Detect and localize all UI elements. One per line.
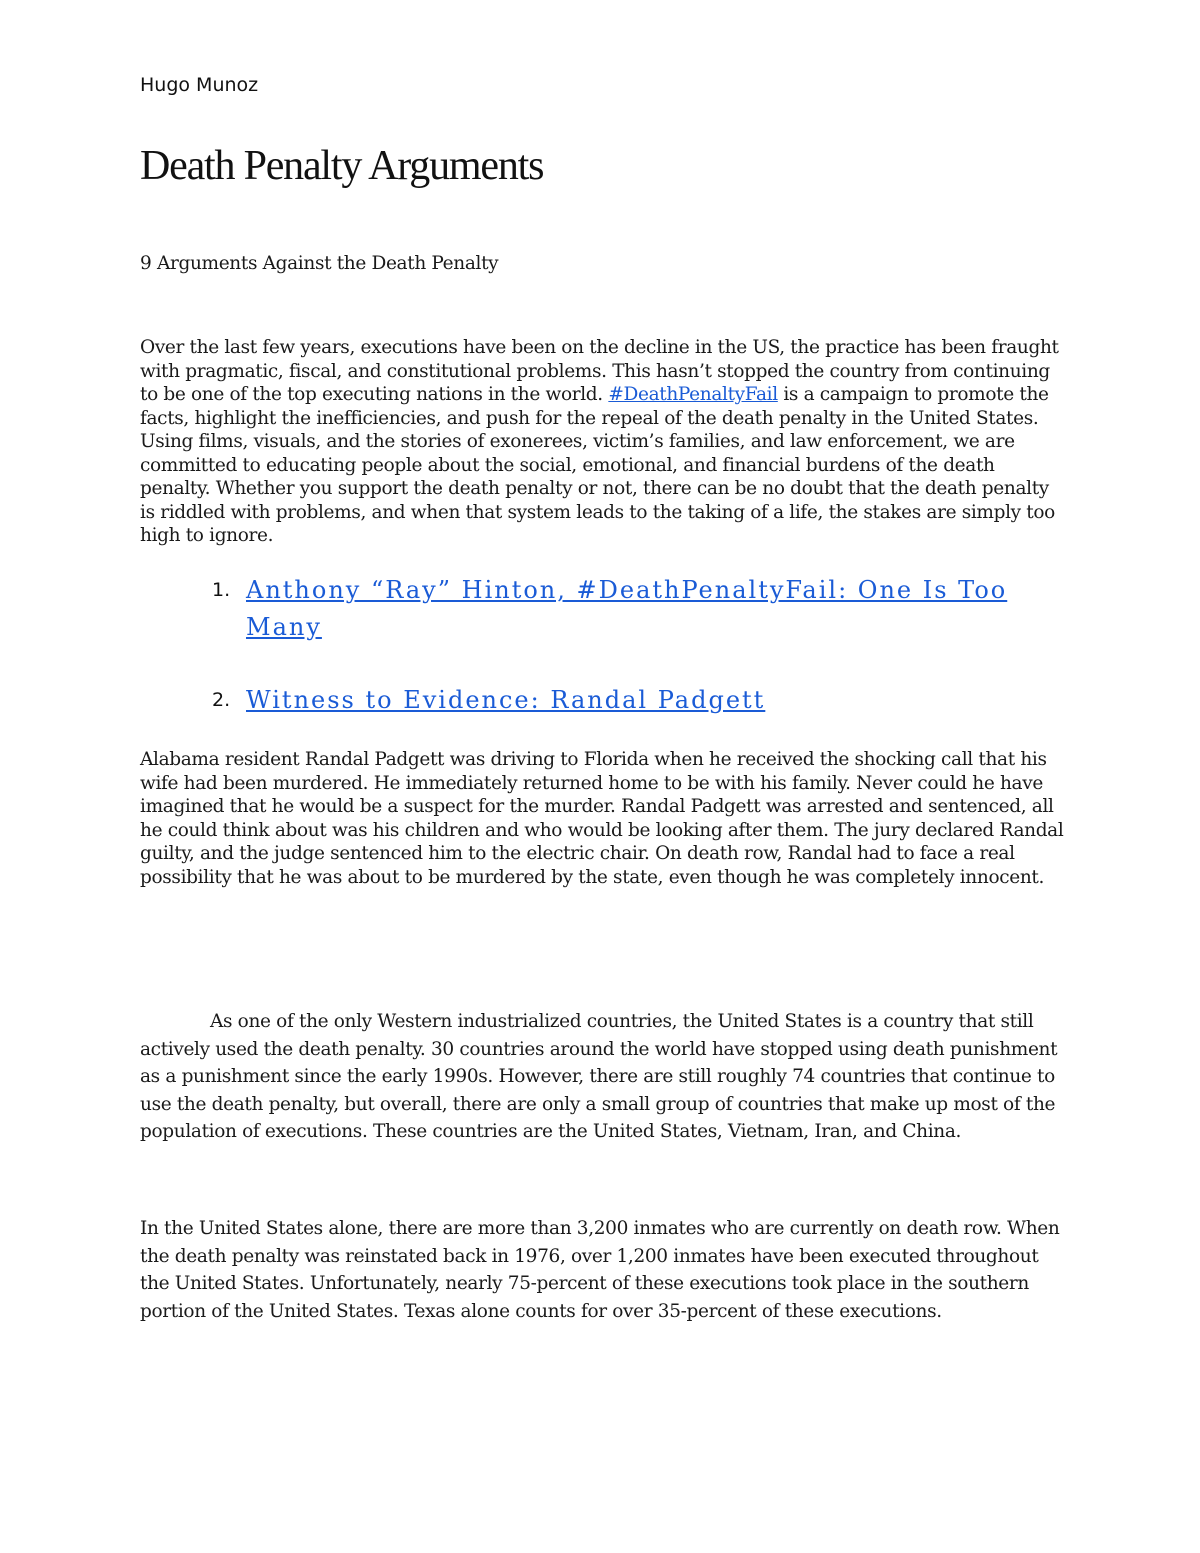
- list-number: 2.: [212, 689, 231, 711]
- death-penalty-fail-link[interactable]: #DeathPenaltyFail: [608, 384, 778, 405]
- intro-text-after-link: is a campaign to promote the facts, highlight the inefficiencies, and push for the repeal of the death penalty in the United States. Using films, visuals, and the stories of exonerees, victim’s families, and law enforcement, we are committed to educating people about the social, emotional, and financial burdens of the death penalty. Whether you support the death penalty or not, there can be no doubt that the death penalty is riddled with problems, and when that system leads to the taking of a life, the stakes are simply too high to ignore.: [140, 384, 1055, 546]
- hinton-link[interactable]: Anthony “Ray” Hinton, #DeathPenaltyFail: One Is Too Many: [246, 576, 1008, 641]
- document-title: Death Penalty Arguments: [140, 143, 544, 189]
- padgett-link[interactable]: Witness to Evidence: Randal Padgett: [246, 686, 766, 714]
- countries-paragraph-text: As one of the only Western industrialized countries, the United States is a country that still actively used the death penalty. 30 countries around the world have stopped using death punishment as a punishment since the early 1990s. However, there are still roughly 74 countries that continue to use the death penalty, but overall, there are only a small group of countries that make up most of the population of executions. These countries are the United States, Vietnam, Iran, and China.: [140, 1011, 1058, 1142]
- intro-paragraph: [140, 336, 1065, 548]
- intro-text-before-link: Over the last few years, executions have been on the decline in the US, the practice has been fraught with pragmatic, fiscal, and constitutional problems. This hasn’t stopped the country from continuing to be one of the top executing nations in the world.: [140, 337, 1059, 405]
- list-item: [210, 682, 1030, 719]
- list-item: [210, 572, 1030, 646]
- subtitle: 9 Arguments Against the Death Penalty: [140, 253, 499, 274]
- list-number: 1.: [212, 579, 231, 601]
- padgett-story-paragraph: Alabama resident Randal Padgett was driving to Florida when he received the shocking call that his wife had been murdered. He immediately returned home to be with his family. Never could he have imagined that he would be a suspect for the murder. Randal Padgett was arrested and sentenced, all he could think about was his children and who would be looking after them. The jury declared Randal guilty, and the judge sentenced him to the electric chair. On death row, Randal had to face a real possibility that he was about to be murdered by the state, even though he was completely innocent.: [140, 749, 1064, 888]
- argument-list-1: [210, 572, 1030, 646]
- argument-list-2: [210, 682, 1030, 719]
- countries-paragraph: [140, 1008, 1065, 1146]
- us-statistics-paragraph: In the United States alone, there are more than 3,200 inmates who are currently on death row. When the death penalty was reinstated back in 1976, over 1,200 inmates have been executed throughout the United States. Unfortunately, nearly 75-percent of these executions took place in the southern portion of the United States. Texas alone counts for over 35-percent of these executions.: [140, 1218, 1060, 1322]
- author-name: Hugo Munoz: [140, 74, 259, 96]
